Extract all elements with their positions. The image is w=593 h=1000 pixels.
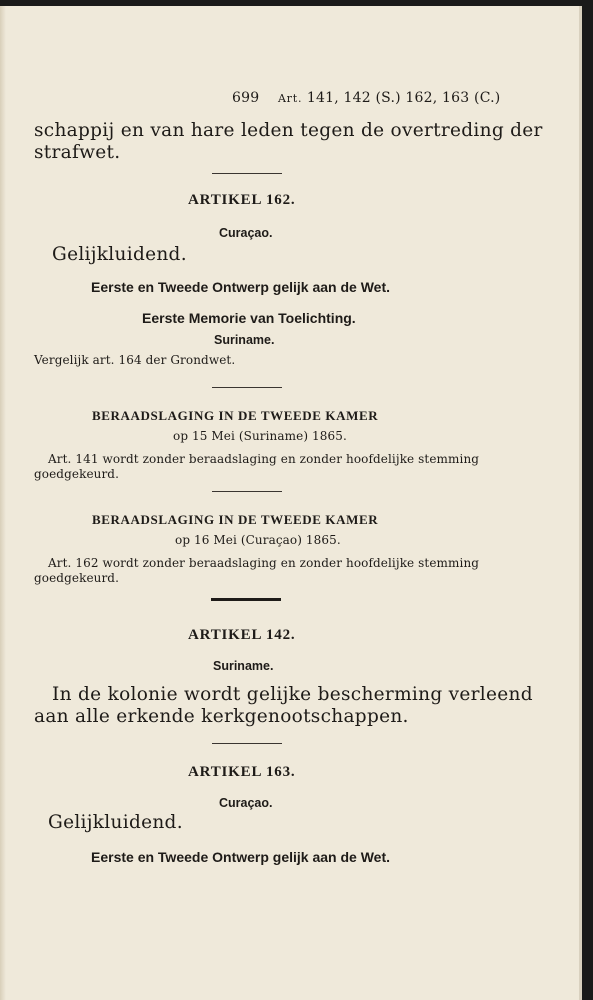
divider [212, 743, 282, 744]
intro-line-1: schappij en van hare leden tegen de overtreding der [34, 120, 543, 141]
beraadslaging-2-title: BERAADSLAGING IN DE TWEEDE KAMER [92, 512, 379, 527]
divider [212, 173, 282, 174]
running-header [232, 90, 500, 106]
artikel-163-ontwerp: Eerste en Tweede Ontwerp gelijk aan de Wet. [91, 849, 391, 865]
artikel-162-ontwerp: Eerste en Tweede Ontwerp gelijk aan de Wet. [91, 279, 391, 295]
header-art-abbr: Art. [277, 92, 303, 105]
artikel-142-subtitle: Suriname. [213, 659, 274, 673]
artikel-162-text: Gelijkluidend. [52, 244, 187, 265]
intro-line-2: strafwet. [34, 142, 121, 163]
section-divider [211, 598, 281, 601]
artikel-142-title: ARTIKEL 142. [188, 627, 296, 643]
beraadslaging-1-line-2: goedgekeurd. [34, 467, 120, 481]
beraadslaging-2-line-1: Art. 162 wordt zonder beraadslaging en zonder hoofdelijke stemming [48, 556, 480, 570]
artikel-162-memorie: Eerste Memorie van Toelichting. [142, 310, 356, 326]
artikel-162-suriname: Suriname. [214, 333, 275, 347]
artikel-163-subtitle: Curaçao. [219, 796, 273, 810]
beraadslaging-1-title: BERAADSLAGING IN DE TWEEDE KAMER [92, 408, 379, 423]
artikel-163-text: Gelijkluidend. [48, 812, 183, 833]
header-art-refs: 141, 142 (S.) 162, 163 (C.) [306, 90, 501, 106]
beraadslaging-2-line-2: goedgekeurd. [34, 571, 120, 585]
beraadslaging-1-line-1: Art. 141 wordt zonder beraadslaging en zonder hoofdelijke stemming [48, 452, 480, 466]
artikel-142-line-2: aan alle erkende kerkgenootschappen. [34, 706, 409, 727]
artikel-162-vergelijk: Vergelijk art. 164 der Grondwet. [34, 353, 236, 367]
beraadslaging-1-date: op 15 Mei (Suriname) 1865. [173, 429, 347, 443]
artikel-142-line-1: In de kolonie wordt gelijke bescherming verleend [52, 684, 533, 705]
document-page [0, 6, 582, 1000]
divider [212, 387, 282, 388]
artikel-163-title: ARTIKEL 163. [188, 764, 296, 780]
beraadslaging-2-date: op 16 Mei (Curaçao) 1865. [175, 533, 341, 547]
artikel-162-subtitle: Curaçao. [219, 226, 273, 240]
artikel-162-title: ARTIKEL 162. [188, 192, 296, 208]
divider [212, 491, 282, 492]
page-number: 699 [232, 90, 260, 106]
page-spine [0, 6, 6, 1000]
